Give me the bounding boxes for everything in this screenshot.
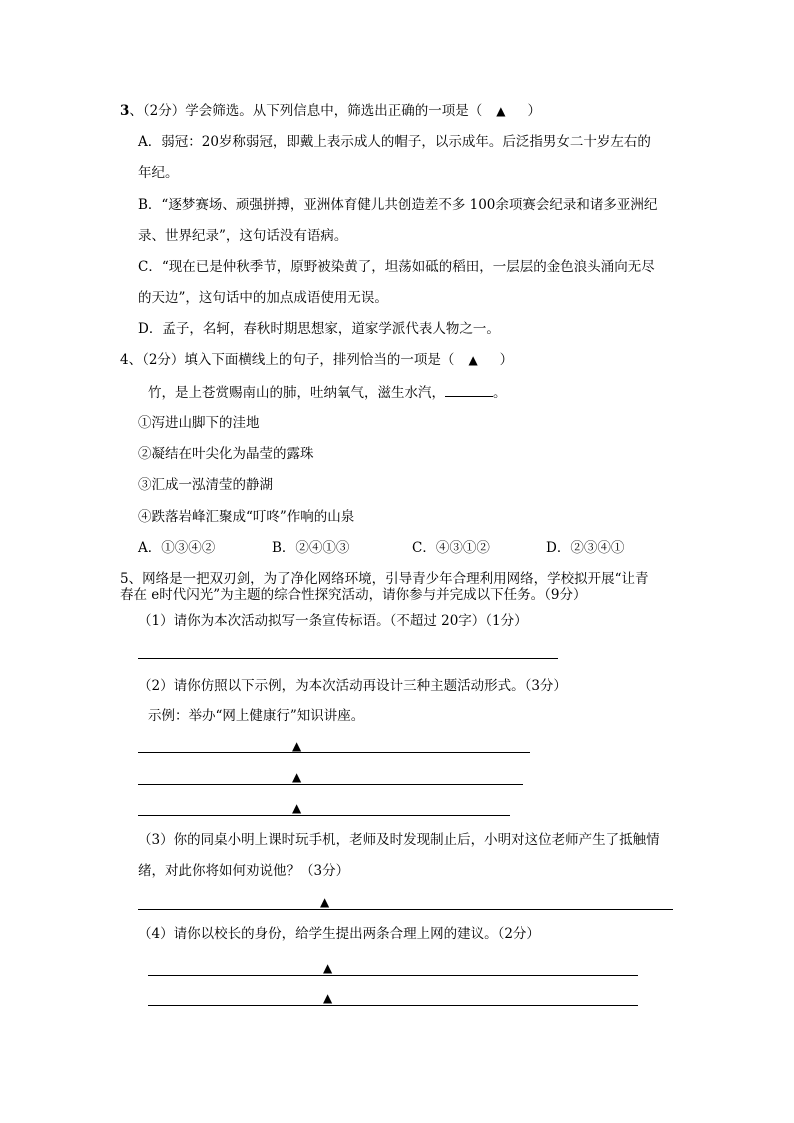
q5-sub3-line2: 绪，对此你将如何劝说他？（3分）	[138, 863, 350, 879]
q5-stem-line1: 5、网络是一把双刃剑，为了净化网络环境，引导青少年合理利用网络，学校拟开展“让青	[120, 571, 649, 587]
q5-sub4-mark-1: ▲	[323, 961, 333, 975]
q3-option-c-line2: 的天边”，这句话中的加点成语使用无误。	[138, 290, 388, 306]
q3-option-a-line2: 年纪。	[138, 165, 179, 181]
q3-stem-text: 、（2分）学会筛选。从下列信息中，筛选出正确的一项是（	[129, 103, 483, 119]
q3-option-b-line1: B．“逐梦赛场、顽强拼搏，亚洲体育健儿共创造差不多 100余项赛会纪录和诸多亚洲纪	[138, 197, 658, 213]
q5-sub1-answer-line[interactable]	[138, 658, 558, 659]
q4-item-1: ①泻进山脚下的洼地	[138, 415, 260, 431]
q5-sub2-mark-3: ▲	[292, 801, 302, 815]
q5-sub3-mark: ▲	[320, 895, 330, 909]
q3-option-a-line1: A．弱冠：20岁称弱冠，即戴上表示成人的帽子，以示成年。后泛指男女二十岁左右的	[138, 134, 651, 150]
q5-sub1: （1）请你为本次活动拟写一条宣传标语。（不超过 20字）（1分）	[138, 613, 528, 629]
q4-answer-mark: ▲	[468, 353, 478, 367]
q4-item-4: ④跌落岩峰汇聚成“叮咚”作响的山泉	[138, 509, 355, 525]
q4-option-c: C．④③①②	[412, 540, 490, 556]
q5-sub3-line1: （3）你的同桌小明上课时玩手机，老师及时发现制止后，小明对这位老师产生了抵触情	[138, 832, 660, 848]
q5-stem-line2: 春在 e时代闪光”为主题的综合性探究活动，请你参与并完成以下任务。（9分）	[120, 587, 587, 603]
q5-sub2: （2）请你仿照以下示例，为本次活动再设计三种主题活动形式。（3分）	[138, 678, 567, 694]
q5-sub2-answer-line-2[interactable]	[138, 784, 523, 785]
q3-option-b-line2: 录、世界纪录”，这句话没有语病。	[138, 228, 348, 244]
q5-sub2-example: 示例：举办“网上健康行”知识讲座。	[148, 708, 365, 724]
q3-stem	[120, 101, 541, 121]
q3-option-c-line1: C．“现在已是仲秋季节，原野被染黄了，坦荡如砥的稻田，一层层的金色浪头涌向无尽	[138, 259, 655, 275]
q5-sub4-answer-line-1[interactable]	[148, 975, 638, 976]
q4-option-b: B．②④①③	[272, 540, 350, 556]
q4-option-a: A．①③④②	[138, 540, 216, 556]
q5-sub4: （4）请你以校长的身份，给学生提出两条合理上网的建议。（2分）	[138, 926, 540, 942]
q4-close: ）	[499, 352, 514, 368]
q4-item-3: ③汇成一泓清莹的静湖	[138, 477, 273, 493]
q4-option-d: D．②③④①	[546, 540, 625, 556]
q5-sub2-mark-2: ▲	[292, 770, 302, 784]
q5-sub4-answer-line-2[interactable]	[148, 1005, 638, 1006]
q5-sub2-answer-line-3[interactable]	[138, 815, 510, 816]
q4-item-2: ②凝结在叶尖化为晶莹的露珠	[138, 446, 314, 462]
q4-stem-text: 4、（2分）填入下面横线上的句子，排列恰当的一项是（	[120, 352, 455, 368]
q5-sub2-mark-1: ▲	[292, 739, 302, 753]
q4-stem	[120, 350, 513, 370]
q3-answer-mark: ▲	[496, 104, 506, 118]
q4-sentence-end: 。	[493, 385, 507, 401]
q4-blank	[445, 382, 493, 397]
q5-sub2-answer-line-1[interactable]	[138, 752, 530, 753]
q4-sentence-text: 竹，是上苍赏赐南山的肺，吐纳氧气，滋生水汽，	[148, 385, 445, 401]
q3-number: 3	[120, 103, 130, 119]
q3-close: ）	[527, 103, 541, 119]
q5-sub3-answer-line[interactable]	[138, 909, 673, 910]
q5-sub4-mark-2: ▲	[323, 991, 333, 1005]
q4-sentence	[148, 382, 507, 403]
q3-option-d: D．孟子，名轲，春秋时期思想家，道家学派代表人物之一。	[138, 321, 500, 337]
